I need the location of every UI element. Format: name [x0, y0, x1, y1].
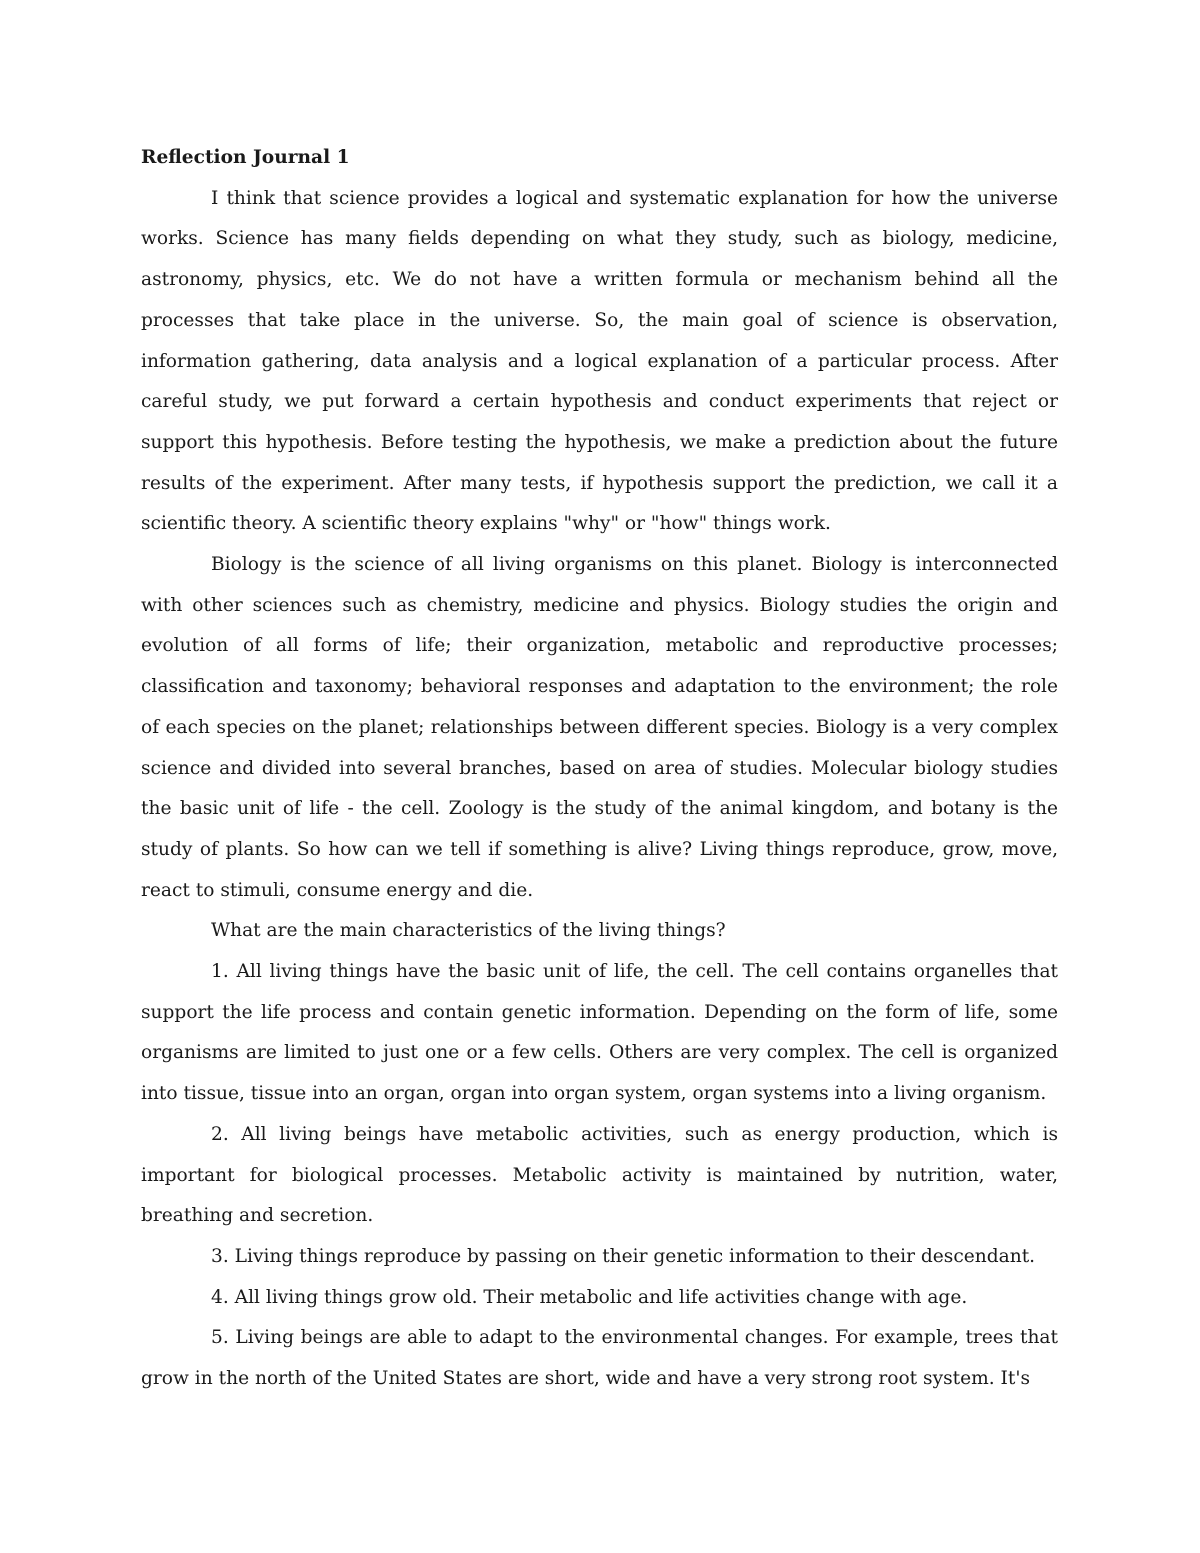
paragraph-characteristic-5: 5. Living beings are able to adapt to the environmental changes. For example, trees that grow in the north of the United States are short, wide and have a very strong root system. It's: [141, 1327, 1058, 1390]
paragraph-characteristic-2: 2. All living beings have metabolic activities, such as energy production, which is important for biological processes. Metabolic activity is maintained by nutrition, water, breathing and secretion.: [141, 1123, 1058, 1227]
paragraph-question: What are the main characteristics of the living things?: [211, 920, 726, 942]
document-body: [141, 138, 1058, 1400]
paragraph-characteristic-4: 4. All living things grow old. Their metabolic and life activities change with age.: [211, 1286, 968, 1308]
document-title: Reflection Journal 1: [141, 147, 350, 168]
paragraph-characteristic-1: 1. All living things have the basic unit of life, the cell. The cell contains organelles that support the life process and contain genetic information. Depending on the form of life, some organisms are limited to just one or a few cells. Others are very complex. The cell is organized into tissue, tissue into an organ, organ into organ system, organ systems into a living organism.: [141, 961, 1058, 1105]
paragraph-science-overview: I think that science provides a logical and systematic explanation for how the universe works. Science has many fields depending on what they study, such as biology, medicine, astronomy, physics, etc. We do not have a written formula or mechanism behind all the processes that take place in the universe. So, the main goal of science is observation, information gathering, data analysis and a logical explanation of a particular process. After careful study, we put forward a certain hypothesis and conduct experiments that reject or support this hypothesis. Before testing the hypothesis, we make a prediction about the future results of the experiment. After many tests, if hypothesis support the prediction, we call it a scientific theory. A scientific theory explains "why" or "how" things work.: [141, 187, 1058, 535]
paragraph-characteristic-3: 3. Living things reproduce by passing on their genetic information to their descendant.: [211, 1245, 1036, 1267]
paragraph-biology-overview: Biology is the science of all living organisms on this planet. Biology is interconnected with other sciences such as chemistry, medicine and physics. Biology studies the origin and evolution of all forms of life; their organization, metabolic and reproductive processes; classification and taxonomy; behavioral responses and adaptation to the environment; the role of each species on the planet; relationships between different species. Biology is a very complex science and divided into several branches, based on area of studies. Molecular biology studies the basic unit of life - the cell. Zoology is the study of the animal kingdom, and botany is the study of plants. So how can we tell if something is alive? Living things reproduce, grow, move, react to stimuli, consume energy and die.: [141, 554, 1058, 901]
